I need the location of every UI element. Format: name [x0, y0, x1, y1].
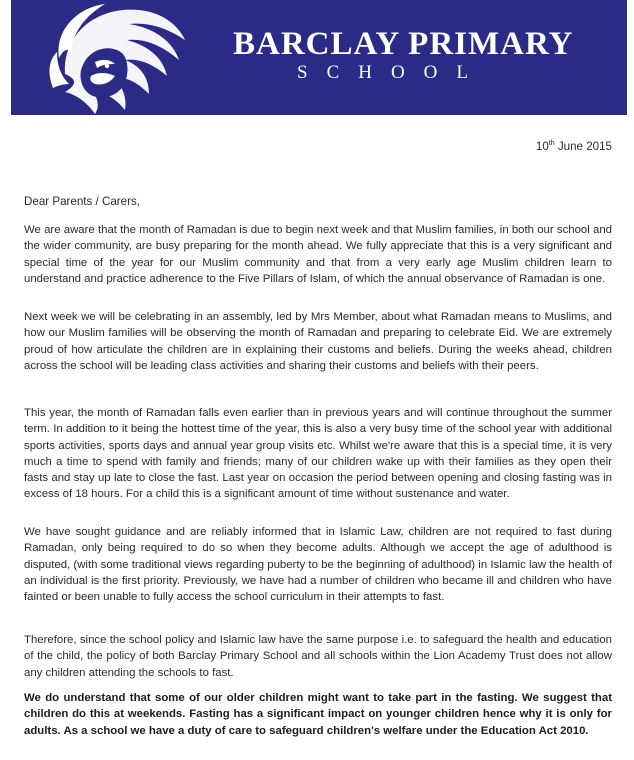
paragraph-2: Next week we will be celebrating in an assembly, led by Mrs Member, about what Ramadan means to Muslims, and how our Muslim families will be observing the month of Ramadan and preparing to celebrate Eid. We are extremely proud of how articulate the children are in explaining their customs and beliefs. During the weeks ahead, children across the school will be leading class activities and sharing their customs and beliefs with their peers.: [24, 311, 612, 372]
letter-date: [536, 140, 612, 153]
date-suffix: th: [548, 140, 555, 148]
salutation: Dear Parents / Carers,: [24, 195, 140, 208]
paragraph-1: We are aware that the month of Ramadan is due to begin next week and that Muslim families, in both our school and the wider community, are busy preparing for the month ahead. We fully appreciate that this is a very significant and special time of the year for our Muslim community and that from a very early age Muslim children learn to understand and practice adherence to the Five Pillars of Islam, of which the annual observance of Ramadan is one.: [24, 224, 612, 285]
date-month-year: June 2015: [554, 140, 612, 153]
paragraph-6-bold: We do understand that some of our older children might want to take part in the fasting. We suggest that children do this at weekends. Fasting has a significant impact on younger children hence why it is only for adults. As a school we have a duty of care to safeguard children's welfare under the Education Act 2010.: [24, 692, 612, 737]
school-name: BARCLAY PRIMARY: [233, 26, 574, 62]
lion-logo-icon: [45, 2, 203, 114]
paragraph-4: We have sought guidance and are reliably informed that in Islamic Law, children are not required to fast during Ramadan, only being required to do so when they become adults. Although we accept the age of adulthood is disputed, (with some traditional views regarding puberty to be the beginning of adulthood) in Islamic law the health of an individual is the first priority. Previously, we have had a number of children who became ill and children who have fainted or been unable to fully access the school curriculum in their attempts to fast.: [24, 526, 612, 604]
paragraph-3: This year, the month of Ramadan falls even earlier than in previous years and will continue throughout the summer term. In addition to it being the hottest time of the year, this is also a very busy time of the school year with additional sports activities, sports days and annual year group visits etc. Whilst we're aware that this is a special time, it is very much a time to spend with family and friends; many of our children wake up with their families as they open their fasts and stay up late to close the fast. Last year on occasion the period between opening and closing fasting was in excess of 18 hours. For a child this is a significant amount of time without sustenance and water.: [24, 407, 612, 501]
paragraph-5: Therefore, since the school policy and Islamic law have the same purpose i.e. to safeguard the health and education of the child, the policy of both Barclay Primary School and all schools within the Lion Academy Trust does not allow any children attending the schools to fast.: [24, 634, 612, 679]
school-subtitle: SCHOOL: [297, 62, 488, 83]
date-day: 10: [535, 140, 549, 153]
letterhead-banner: [11, 0, 627, 115]
